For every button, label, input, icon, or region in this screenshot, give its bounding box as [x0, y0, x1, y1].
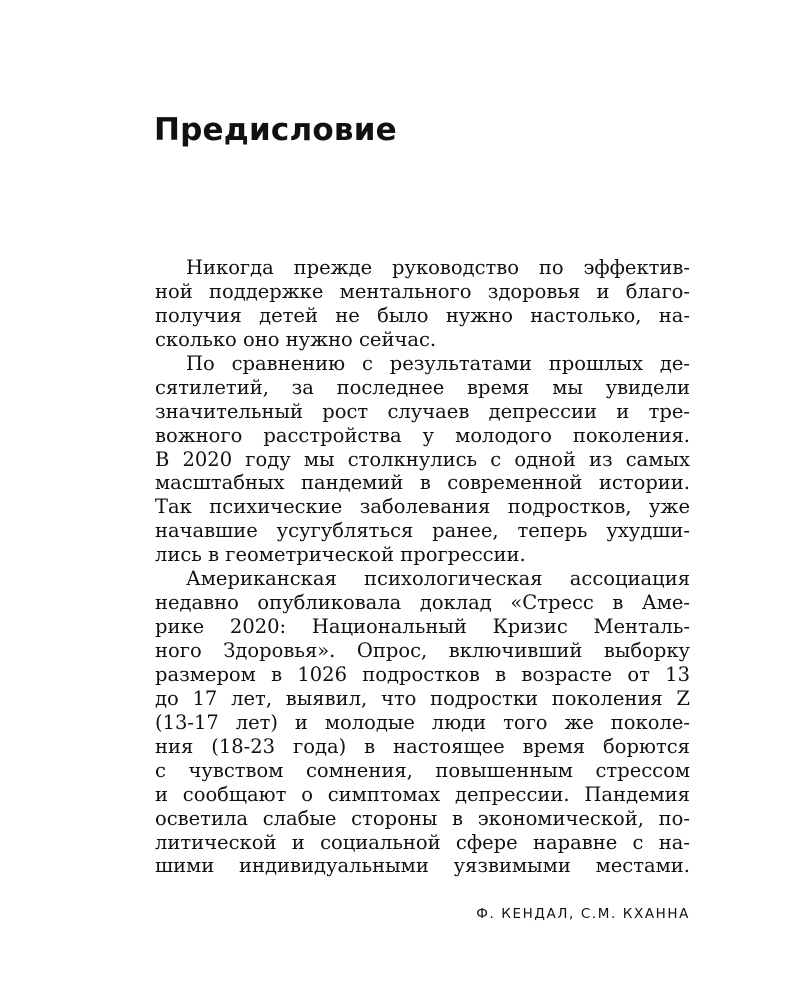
body-line: размером в 1026 подростков в возрасте от 13 — [155, 662, 690, 686]
body-line: начавшие усугубляться ранее, теперь ухудши- — [155, 519, 690, 543]
body-line: масштабных пандемий в современной истории. — [155, 471, 690, 495]
body-line: осветила слабые стороны в экономической, по- — [155, 806, 690, 830]
body-line: В 2020 году мы столкнулись с одной из самых — [155, 447, 690, 471]
body-line: с чувством сомнения, повышенным стрессом — [155, 758, 690, 782]
body-line: По сравнению с результатами прошлых де- — [186, 351, 690, 375]
body-line: ной поддержке ментального здоровья и благо- — [155, 279, 690, 303]
body-line: сколько оно нужно сейчас. — [155, 327, 437, 351]
body-text — [155, 256, 690, 878]
body-line: ного Здоровья». Опрос, включивший выборку — [155, 639, 690, 662]
body-line: Американская психологическая ассоциация — [186, 567, 690, 591]
body-line: (13-17 лет) и молодые люди того же поколе- — [155, 710, 690, 734]
body-line: Никогда прежде руководство по эффектив- — [186, 256, 690, 279]
running-footer: Ф. КЕНДАЛ, С.М. КХАННА — [476, 906, 690, 922]
body-line: лись в геометрической прогрессии. — [155, 543, 526, 567]
body-line: шими индивидуальными уязвимыми местами. — [155, 854, 690, 878]
body-line: рике 2020: Национальный Кризис Менталь- — [155, 615, 690, 639]
body-line: сятилетий, за последнее время мы увидели — [155, 375, 690, 399]
body-line: вожного расстройства у молодого поколения. — [155, 423, 690, 447]
body-line: Так психические заболевания подростков, уже — [155, 495, 690, 519]
chapter-title: Предисловие — [154, 112, 397, 148]
body-line: литической и социальной сфере наравне с на- — [155, 830, 690, 854]
body-line: ния (18-23 года) в настоящее время борются — [155, 734, 690, 758]
body-line: и сообщают о симптомах депрессии. Пандемия — [155, 782, 690, 806]
body-line: значительный рост случаев депрессии и тре- — [155, 399, 690, 423]
body-line: до 17 лет, выявил, что подростки поколения Z — [155, 686, 690, 710]
body-line: недавно опубликовала доклад «Стресс в Аме- — [155, 591, 690, 615]
body-line: получия детей не было нужно настолько, на- — [155, 303, 690, 327]
